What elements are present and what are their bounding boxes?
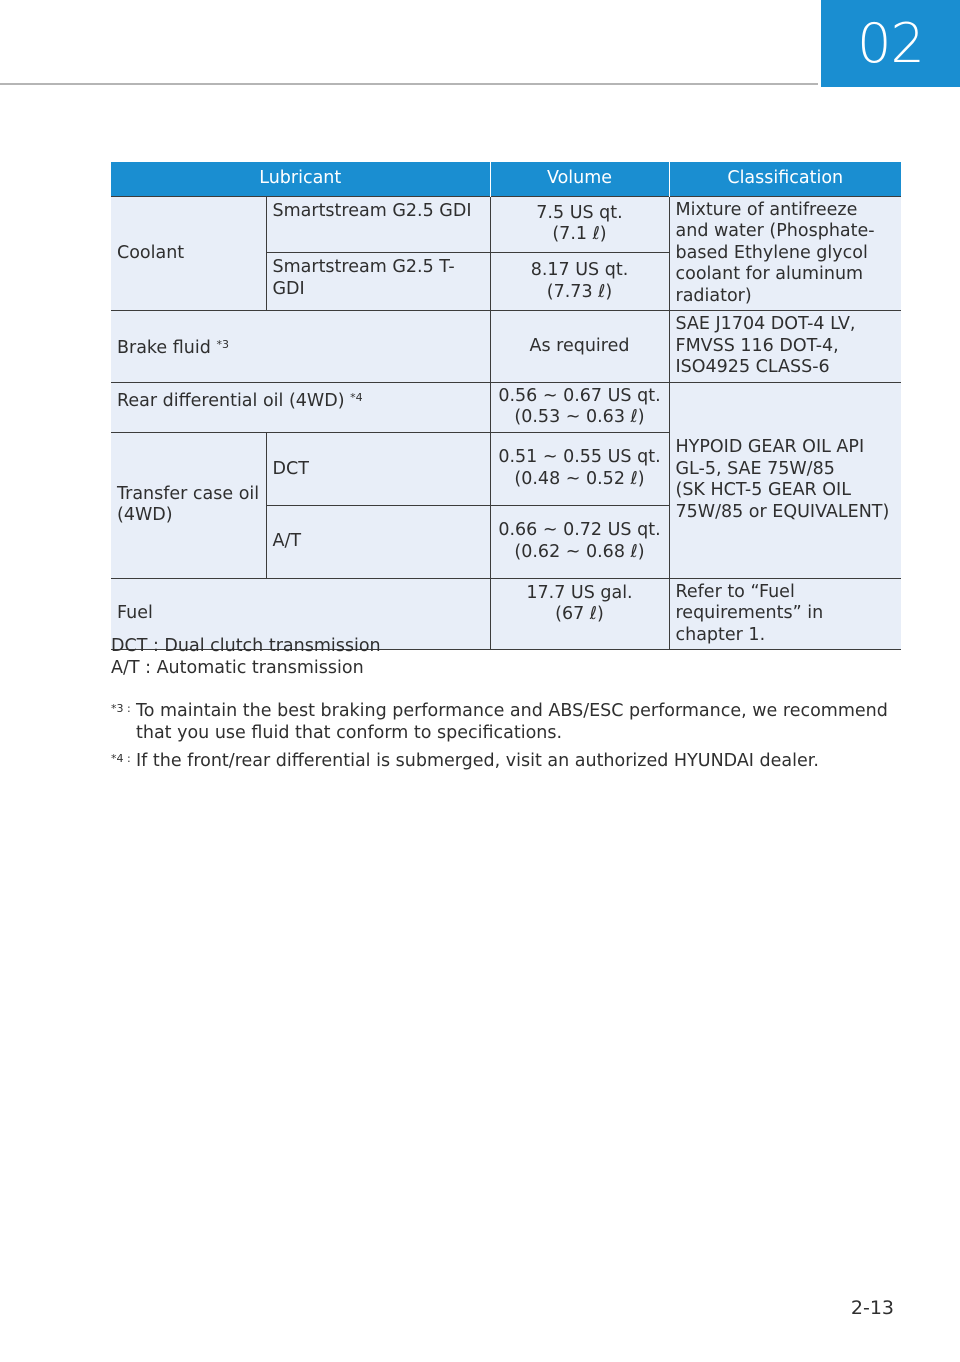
gear-oil-classification: HYPOID GEAR OIL API GL-5, SAE 75W/85 (SK HCT-5 GEAR OIL 75W/85 or EQUIVALENT) (669, 382, 901, 578)
coolant-engine-2: Smartstream G2.5 T-GDI (266, 253, 490, 311)
transfer-dct-label: DCT (266, 432, 490, 505)
footnote-3 (111, 701, 901, 744)
coolant-volume-2: 8.17 US qt. (7.73 ℓ) (490, 253, 669, 311)
rear-diff-volume: 0.56 ~ 0.67 US qt. (0.53 ~ 0.63 ℓ) (490, 382, 669, 432)
fuel-label: Fuel (111, 578, 490, 650)
footnote-3-mark: *3 : (111, 702, 131, 715)
brake-fluid-label: Brake fluid $^{*3}$ (111, 311, 490, 383)
footnote-ref: *3 (216, 337, 229, 351)
footnote-4-text: If the front/rear differential is submerged, visit an authorized HYUNDAI dealer. (136, 751, 819, 771)
footnote-3-text: To maintain the best braking performance and ABS/ESC performance, we recommend that you use fluid that conform to specifications. (136, 701, 888, 743)
abbreviation-notes (111, 636, 901, 679)
coolant-classification: Mixture of antifreeze and water (Phosphate-based Ethylene glycol coolant for aluminum radiator) (669, 196, 901, 311)
table-row (111, 196, 901, 253)
rear-diff-label: Rear differential oil (4WD) $^{*4}$ (111, 382, 490, 432)
chapter-tab (821, 0, 960, 87)
transfer-dct-volume: 0.51 ~ 0.55 US qt. (0.48 ~ 0.52 ℓ) (490, 432, 669, 505)
header-volume: Volume (490, 162, 669, 196)
coolant-volume-1: 7.5 US qt. (7.1 ℓ) (490, 196, 669, 253)
transfer-at-label: A/T (266, 505, 490, 578)
footnote-ref: *4 (350, 390, 363, 404)
lubricant-table (111, 162, 901, 650)
footnote-4-mark: *4 : (111, 752, 131, 765)
abbreviation-dct: DCT : Dual clutch transmission (111, 636, 381, 656)
brake-fluid-volume: As required (490, 311, 669, 383)
abbreviation-at: A/T : Automatic transmission (111, 657, 364, 678)
coolant-engine-1: Smartstream G2.5 GDI (266, 196, 490, 253)
fuel-volume: 17.7 US gal. (67 ℓ) (490, 578, 669, 650)
header-rule (0, 83, 818, 85)
page-number: 2-13 (850, 1297, 894, 1319)
table-row (111, 311, 901, 383)
table-row (111, 382, 901, 432)
header-classification: Classification (669, 162, 901, 196)
chapter-number: 02 (857, 12, 924, 75)
transfer-at-volume: 0.66 ~ 0.72 US qt. (0.62 ~ 0.68 ℓ) (490, 505, 669, 578)
fuel-classification: Refer to “Fuel requirements” in chapter 1. (669, 578, 901, 650)
header-lubricant: Lubricant (111, 162, 490, 196)
brake-fluid-classification: SAE J1704 DOT-4 LV, FMVSS 116 DOT-4, ISO4925 CLASS-6 (669, 311, 901, 383)
table-header-row (111, 162, 901, 196)
transfer-case-label: Transfer case oil (4WD) (111, 432, 266, 578)
footnote-4 (111, 751, 901, 773)
coolant-label: Coolant (111, 196, 266, 311)
